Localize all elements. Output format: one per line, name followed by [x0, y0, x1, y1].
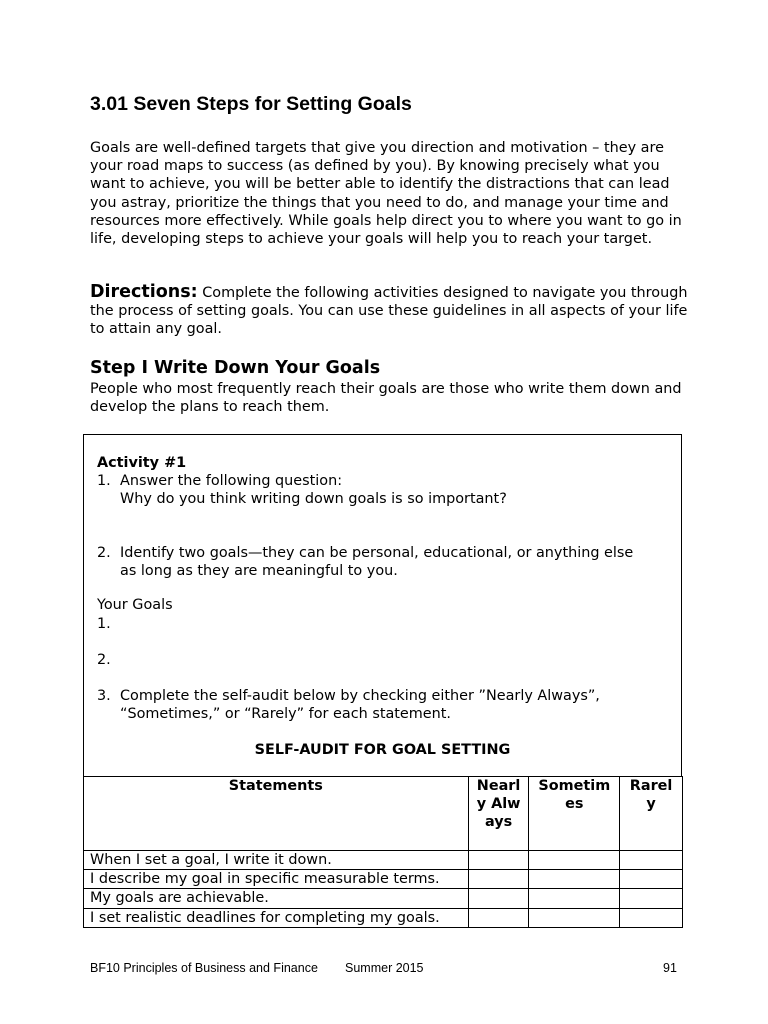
your-goals-label: Your Goals — [97, 597, 173, 613]
rarely-checkbox-cell[interactable] — [620, 908, 683, 927]
goal-2-label: 2. — [97, 652, 111, 668]
table-row — [84, 851, 683, 870]
question-1-subtext: Why do you think writing down goals is so important? — [120, 491, 507, 507]
header-rarely: Rarely — [620, 777, 683, 851]
table-row — [84, 908, 683, 927]
activity-box — [83, 434, 682, 777]
page-title: 3.01 Seven Steps for Setting Goals — [90, 93, 412, 115]
question-3-text-cont: “Sometimes,” or “Rarely” for each statement. — [120, 706, 451, 722]
statement-cell: I set realistic deadlines for completing my goals. — [84, 908, 469, 927]
rarely-checkbox-cell[interactable] — [620, 851, 683, 870]
header-sometimes: Sometimes — [529, 777, 620, 851]
footer-term: Summer 2015 — [345, 961, 424, 975]
question-3-number: 3. — [97, 688, 111, 704]
table-row — [84, 889, 683, 908]
sometimes-checkbox-cell[interactable] — [529, 889, 620, 908]
header-statements: Statements — [84, 777, 469, 851]
directions-text: Complete the following activities designed to navigate you through the process of setting goals. You can use these guidelines in all aspects of your life to attain any goal. — [90, 285, 688, 338]
sometimes-checkbox-cell[interactable] — [529, 851, 620, 870]
footer-page-number: 91 — [663, 961, 677, 975]
nearly-always-checkbox-cell[interactable] — [468, 851, 529, 870]
statement-cell: My goals are achievable. — [84, 889, 469, 908]
nearly-always-checkbox-cell[interactable] — [468, 908, 529, 927]
self-audit-table — [83, 776, 683, 928]
sometimes-checkbox-cell[interactable] — [529, 908, 620, 927]
footer-course: BF10 Principles of Business and Finance — [90, 961, 318, 975]
question-3-text: Complete the self-audit below by checking either ”Nearly Always”, — [120, 688, 600, 704]
question-2-number: 2. — [97, 545, 111, 561]
question-2-text-cont: as long as they are meaningful to you. — [120, 563, 398, 579]
question-1-text: Answer the following question: — [120, 473, 343, 489]
nearly-always-checkbox-cell[interactable] — [468, 870, 529, 889]
header-nearly-always: Nearly Always — [468, 777, 529, 851]
statement-cell: I describe my goal in specific measurable terms. — [84, 870, 469, 889]
activity-title: Activity #1 — [97, 455, 187, 471]
rarely-checkbox-cell[interactable] — [620, 889, 683, 908]
goal-1-label: 1. — [97, 616, 111, 632]
table-row — [84, 870, 683, 889]
audit-title: SELF-AUDIT FOR GOAL SETTING — [254, 742, 511, 758]
question-2-text: Identify two goals—they can be personal, educational, or anything else — [120, 545, 634, 561]
nearly-always-checkbox-cell[interactable] — [468, 889, 529, 908]
rarely-checkbox-cell[interactable] — [620, 870, 683, 889]
step-text: People who most frequently reach their goals are those who write them down and develop the plans to reach them. — [90, 381, 682, 416]
intro-paragraph: Goals are well-defined targets that give you direction and motivation – they are your road maps to success (as defined by you). By knowing precisely what you want to achieve, you will be better able to identify the distractions that can lead you astray, prioritize the things that you need to do, and manage your time and resources more effectively. While goals help direct you to where you want to go in life, developing steps to achieve your goals will help you to reach your target. — [90, 140, 682, 248]
step-heading: Step I Write Down Your Goals — [90, 358, 381, 378]
sometimes-checkbox-cell[interactable] — [529, 870, 620, 889]
directions-paragraph — [90, 283, 690, 339]
table-header-row — [84, 777, 683, 851]
question-1-number: 1. — [97, 473, 111, 489]
directions-label: Directions: — [90, 282, 198, 302]
statement-cell: When I set a goal, I write it down. — [84, 851, 469, 870]
